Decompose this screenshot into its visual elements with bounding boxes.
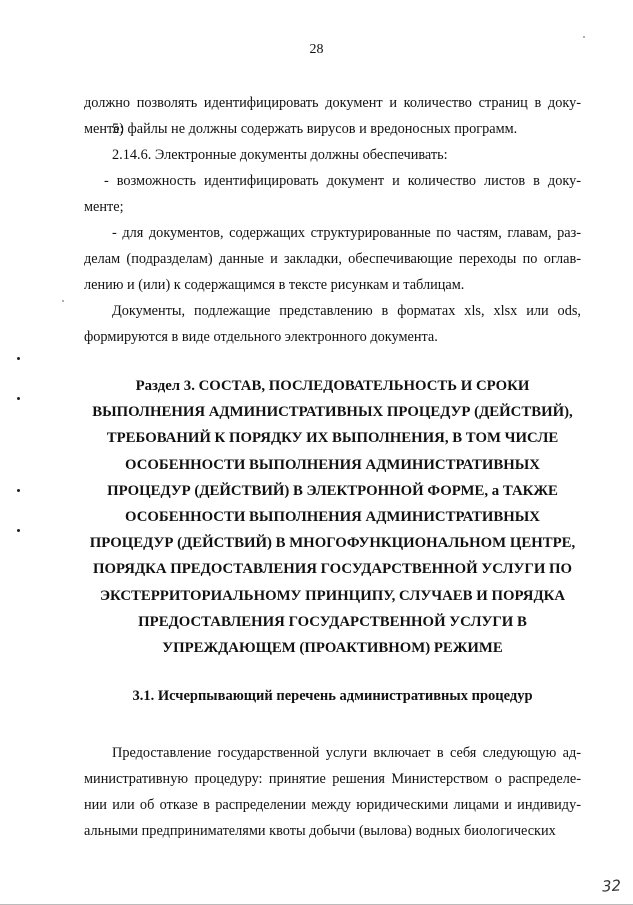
scan-speck	[62, 300, 64, 302]
margin-mark	[17, 529, 20, 532]
margin-mark	[17, 489, 20, 492]
subsection-3-1-heading: 3.1. Исчерпывающий перечень административных процедур	[132, 688, 533, 704]
paragraph-formats-note: Документы, подлежащие представлению в форматах xls, xlsx или ods, формируются в виде отдельного электронного документа.	[84, 303, 581, 345]
paragraph-procedure-intro: Предоставление государственной услуги включает в себя следующую ад-министративную процедуру: принятие решения Министерством о распределе-нии или об отказе в распределении между юридическими лицами и индивиду-альными предпринимателями квоты добычи (вылова) водных биологических	[84, 745, 581, 839]
page-number: 28	[309, 42, 324, 57]
section-3-heading: Раздел 3. СОСТАВ, ПОСЛЕДОВАТЕЛЬНОСТЬ И СРОКИ ВЫПОЛНЕНИЯ АДМИНИСТРАТИВНЫХ ПРОЦЕДУР (ДЕЙСТВИЙ), ТРЕБОВАНИЙ К ПОРЯДКУ ИХ ВЫПОЛНЕНИЯ, В ТОМ ЧИСЛЕ ОСОБЕННОСТИ ВЫПОЛНЕНИЯ АДМИНИСТРАТИВНЫХ ПРОЦЕДУР (ДЕЙСТВИЙ) В ЭЛЕКТРОННОЙ ФОРМЕ, а ТАКЖЕ ОСОБЕННОСТИ ВЫПОЛНЕНИЯ АДМИНИСТРАТИВНЫХ ПРОЦЕДУР (ДЕЙСТВИЙ) В МНОГОФУНКЦИОНАЛЬНОМ ЦЕНТРЕ, ПОРЯДКА ПРЕДОСТАВЛЕНИЯ ГОСУДАРСТВЕННОЙ УСЛУГИ ПО ЭКСТЕРРИТОРИАЛЬНОМУ ПРИНЦИПУ, СЛУЧАЕВ И ПОРЯДКА ПРЕДОСТАВЛЕНИЯ ГОСУДАРСТВЕННОЙ УСЛУГИ В УПРЕЖДАЮЩЕМ (ПРОАКТИВНОМ) РЕЖИМЕ	[89, 378, 576, 657]
handwritten-page-number: 32	[601, 876, 622, 896]
paragraph-clause-2-14-6: 2.14.6. Электронные документы должны обеспечивать:	[112, 147, 448, 163]
paragraph-list-item-1: - возможность идентифицировать документ и количество листов в доку-менте;	[84, 173, 581, 215]
margin-mark	[17, 357, 20, 360]
paragraph-continuation: должно позволять идентифицировать документ и количество страниц в доку-менте;	[84, 95, 581, 137]
margin-mark	[17, 397, 20, 400]
paragraph-item-5: 5) файлы не должны содержать вирусов и вредоносных программ.	[112, 121, 518, 137]
paragraph-list-item-2: - для документов, содержащих структурированные по частям, главам, раз-делам (подразделам) данные и закладки, обеспечивающие переходы по оглав-лению и (или) к содержащимся в тексте рисункам и таблицам.	[84, 225, 581, 293]
scan-speck	[583, 36, 585, 38]
